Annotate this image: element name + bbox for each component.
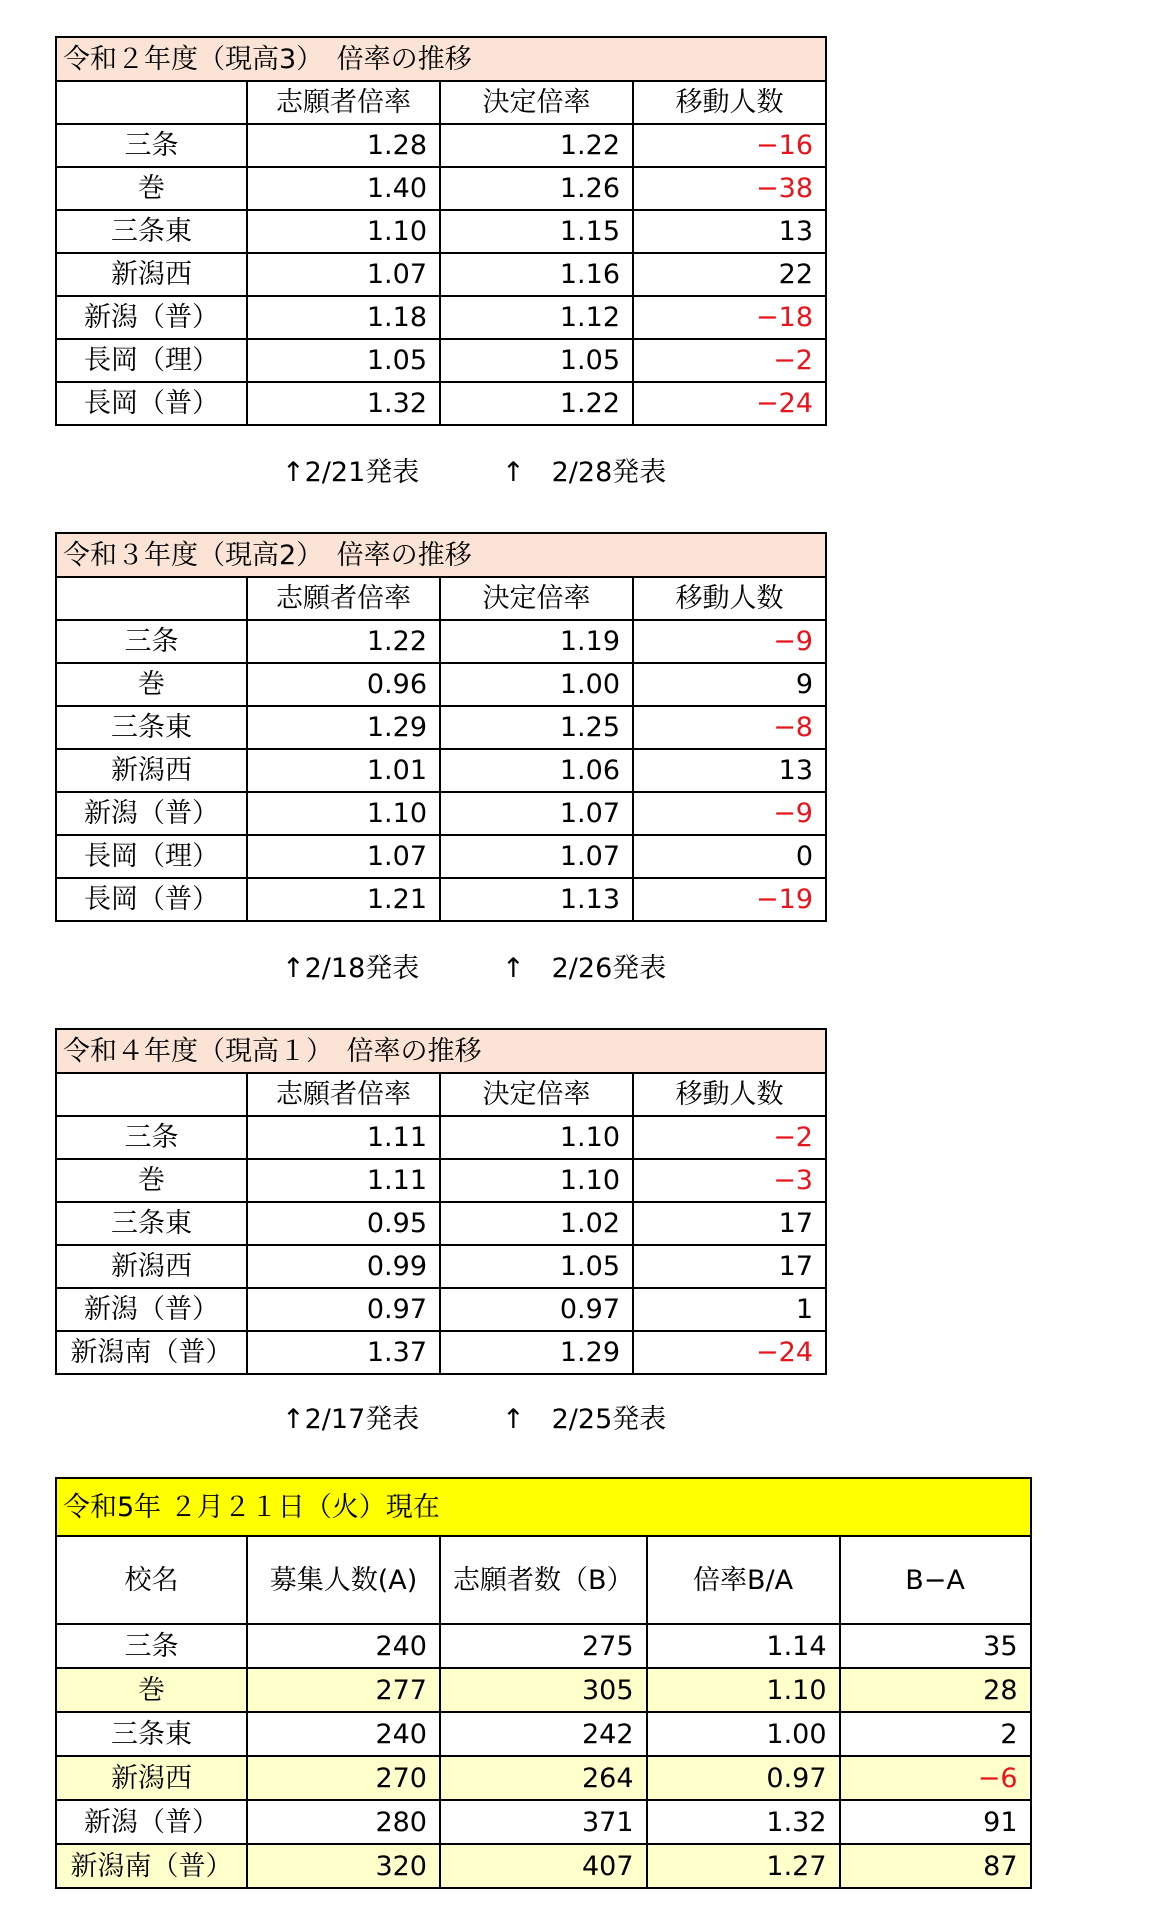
- table-row: [56, 878, 826, 921]
- final-ratio-cell: 1.02: [440, 1202, 633, 1245]
- school-name-cell: 新潟（普）: [56, 1288, 247, 1331]
- table-title: 令和３年度（現高2） 倍率の推移: [56, 533, 826, 577]
- release-note-b: ↑ 2/25発表: [502, 1404, 667, 1435]
- applicant-ratio-cell: 1.22: [247, 620, 440, 663]
- ratio-cell: 1.14: [647, 1624, 840, 1668]
- capacity-cell: 240: [247, 1624, 440, 1668]
- capacity-cell: 270: [247, 1756, 440, 1800]
- moved-cell: −24: [633, 382, 826, 425]
- final-ratio-cell: 1.26: [440, 167, 633, 210]
- diff-cell: 2: [840, 1712, 1031, 1756]
- final-ratio-cell: 1.07: [440, 792, 633, 835]
- ratio-table-r2: [55, 36, 827, 426]
- moved-cell: 13: [633, 210, 826, 253]
- final-ratio-cell: 1.29: [440, 1331, 633, 1374]
- applicants-cell: 264: [440, 1756, 647, 1800]
- capacity-cell: 240: [247, 1712, 440, 1756]
- moved-cell: 9: [633, 663, 826, 706]
- ratio-cell: 1.00: [647, 1712, 840, 1756]
- moved-cell: −8: [633, 706, 826, 749]
- table-row: [56, 1712, 1031, 1756]
- applicant-ratio-cell: 0.96: [247, 663, 440, 706]
- header-cell: 移動人数: [633, 81, 826, 124]
- moved-cell: −18: [633, 296, 826, 339]
- applicant-ratio-cell: 1.40: [247, 167, 440, 210]
- table-row: [56, 1624, 1031, 1668]
- ratio-table-r3: [55, 532, 827, 922]
- moved-cell: 13: [633, 749, 826, 792]
- school-name-cell: 新潟西: [56, 1245, 247, 1288]
- final-ratio-cell: 1.19: [440, 620, 633, 663]
- school-name-cell: 巻: [56, 1159, 247, 1202]
- header-cell: 校名: [56, 1536, 247, 1624]
- applicants-cell: 242: [440, 1712, 647, 1756]
- header-cell: B−A: [840, 1536, 1031, 1624]
- diff-cell: −6: [840, 1756, 1031, 1800]
- applicant-ratio-cell: 1.11: [247, 1116, 440, 1159]
- applicants-cell: 407: [440, 1844, 647, 1888]
- school-name-cell: 長岡（理）: [56, 339, 247, 382]
- school-name-cell: 長岡（普）: [56, 878, 247, 921]
- school-name-cell: 新潟（普）: [56, 792, 247, 835]
- school-name-cell: 巻: [56, 663, 247, 706]
- header-cell: 決定倍率: [440, 577, 633, 620]
- applicant-ratio-cell: 1.32: [247, 382, 440, 425]
- school-name-cell: 新潟西: [56, 1756, 247, 1800]
- current-applicants-table: [55, 1477, 1032, 1889]
- final-ratio-cell: 1.10: [440, 1116, 633, 1159]
- school-name-cell: 三条東: [56, 1712, 247, 1756]
- moved-cell: 0: [633, 835, 826, 878]
- ratio-table-r4: [55, 1028, 827, 1375]
- moved-cell: −16: [633, 124, 826, 167]
- applicant-ratio-cell: 0.95: [247, 1202, 440, 1245]
- final-ratio-cell: 1.06: [440, 749, 633, 792]
- applicant-ratio-cell: 1.29: [247, 706, 440, 749]
- school-name-cell: 三条: [56, 1624, 247, 1668]
- header-cell: 志願者数（B）: [440, 1536, 647, 1624]
- applicant-ratio-cell: 1.10: [247, 210, 440, 253]
- ratio-cell: 0.97: [647, 1756, 840, 1800]
- table-row: [56, 1116, 826, 1159]
- applicant-ratio-cell: 1.37: [247, 1331, 440, 1374]
- applicant-ratio-cell: 1.07: [247, 835, 440, 878]
- diff-cell: 28: [840, 1668, 1031, 1712]
- school-name-cell: 長岡（理）: [56, 835, 247, 878]
- school-name-cell: 新潟西: [56, 253, 247, 296]
- table-row: [56, 792, 826, 835]
- school-name-cell: 三条東: [56, 210, 247, 253]
- applicant-ratio-cell: 1.11: [247, 1159, 440, 1202]
- applicant-ratio-cell: 1.01: [247, 749, 440, 792]
- moved-cell: 17: [633, 1202, 826, 1245]
- table-row: [56, 1159, 826, 1202]
- release-note-a: ↑2/17発表: [282, 1404, 420, 1435]
- table-row: [56, 124, 826, 167]
- final-ratio-cell: 1.16: [440, 253, 633, 296]
- applicants-cell: 275: [440, 1624, 647, 1668]
- moved-cell: −3: [633, 1159, 826, 1202]
- ratio-cell: 1.32: [647, 1800, 840, 1844]
- header-cell: 志願者倍率: [247, 81, 440, 124]
- school-name-cell: 三条: [56, 620, 247, 663]
- final-ratio-cell: 1.25: [440, 706, 633, 749]
- table-row: [56, 1245, 826, 1288]
- header-cell: 移動人数: [633, 1073, 826, 1116]
- applicant-ratio-cell: 0.99: [247, 1245, 440, 1288]
- table-row: [56, 663, 826, 706]
- final-ratio-cell: 1.07: [440, 835, 633, 878]
- header-cell: [56, 1073, 247, 1116]
- table-row: [56, 253, 826, 296]
- applicant-ratio-cell: 1.18: [247, 296, 440, 339]
- table-row: [56, 1844, 1031, 1888]
- applicant-ratio-cell: 0.97: [247, 1288, 440, 1331]
- moved-cell: −9: [633, 792, 826, 835]
- table-row: [56, 1288, 826, 1331]
- final-ratio-cell: 1.00: [440, 663, 633, 706]
- moved-cell: −9: [633, 620, 826, 663]
- school-name-cell: 三条: [56, 124, 247, 167]
- final-ratio-cell: 1.13: [440, 878, 633, 921]
- final-ratio-cell: 1.05: [440, 1245, 633, 1288]
- header-cell: 倍率B/A: [647, 1536, 840, 1624]
- diff-cell: 87: [840, 1844, 1031, 1888]
- release-note-a: ↑2/21発表: [282, 457, 420, 488]
- school-name-cell: 新潟南（普）: [56, 1844, 247, 1888]
- moved-cell: 1: [633, 1288, 826, 1331]
- applicant-ratio-cell: 1.05: [247, 339, 440, 382]
- table-row: [56, 1202, 826, 1245]
- ratio-cell: 1.27: [647, 1844, 840, 1888]
- capacity-cell: 320: [247, 1844, 440, 1888]
- release-note-b: ↑ 2/28発表: [502, 457, 667, 488]
- moved-cell: −19: [633, 878, 826, 921]
- school-name-cell: 新潟（普）: [56, 1800, 247, 1844]
- table-row: [56, 620, 826, 663]
- diff-cell: 35: [840, 1624, 1031, 1668]
- applicant-ratio-cell: 1.28: [247, 124, 440, 167]
- final-ratio-cell: 1.22: [440, 124, 633, 167]
- table-row: [56, 1800, 1031, 1844]
- moved-cell: −24: [633, 1331, 826, 1374]
- final-ratio-cell: 1.22: [440, 382, 633, 425]
- header-cell: 募集人数(A): [247, 1536, 440, 1624]
- header-cell: 決定倍率: [440, 1073, 633, 1116]
- table-row: [56, 706, 826, 749]
- applicant-ratio-cell: 1.21: [247, 878, 440, 921]
- school-name-cell: 新潟西: [56, 749, 247, 792]
- table-row: [56, 749, 826, 792]
- final-ratio-cell: 0.97: [440, 1288, 633, 1331]
- table-row: [56, 835, 826, 878]
- moved-cell: 22: [633, 253, 826, 296]
- table-row: [56, 1668, 1031, 1712]
- table-row: [56, 296, 826, 339]
- header-cell: 移動人数: [633, 577, 826, 620]
- header-cell: 志願者倍率: [247, 577, 440, 620]
- school-name-cell: 巻: [56, 1668, 247, 1712]
- diff-cell: 91: [840, 1800, 1031, 1844]
- table-row: [56, 382, 826, 425]
- moved-cell: 17: [633, 1245, 826, 1288]
- applicant-ratio-cell: 1.07: [247, 253, 440, 296]
- applicants-cell: 305: [440, 1668, 647, 1712]
- table-title: 令和２年度（現高3） 倍率の推移: [56, 37, 826, 81]
- applicant-ratio-cell: 1.10: [247, 792, 440, 835]
- capacity-cell: 277: [247, 1668, 440, 1712]
- final-ratio-cell: 1.12: [440, 296, 633, 339]
- header-cell: [56, 81, 247, 124]
- final-ratio-cell: 1.15: [440, 210, 633, 253]
- school-name-cell: 巻: [56, 167, 247, 210]
- school-name-cell: 三条東: [56, 706, 247, 749]
- table-title: 令和４年度（現高１） 倍率の推移: [56, 1029, 826, 1073]
- moved-cell: −2: [633, 339, 826, 382]
- header-cell: 志願者倍率: [247, 1073, 440, 1116]
- header-cell: 決定倍率: [440, 81, 633, 124]
- table-row: [56, 1756, 1031, 1800]
- release-note-b: ↑ 2/26発表: [502, 953, 667, 984]
- final-ratio-cell: 1.10: [440, 1159, 633, 1202]
- school-name-cell: 新潟（普）: [56, 296, 247, 339]
- school-name-cell: 新潟南（普）: [56, 1331, 247, 1374]
- table-row: [56, 1331, 826, 1374]
- capacity-cell: 280: [247, 1800, 440, 1844]
- table-title: 令和5年 ２月２１日（火）現在: [56, 1478, 1031, 1536]
- school-name-cell: 三条: [56, 1116, 247, 1159]
- moved-cell: −38: [633, 167, 826, 210]
- applicants-cell: 371: [440, 1800, 647, 1844]
- school-name-cell: 長岡（普）: [56, 382, 247, 425]
- table-row: [56, 210, 826, 253]
- final-ratio-cell: 1.05: [440, 339, 633, 382]
- release-note-a: ↑2/18発表: [282, 953, 420, 984]
- moved-cell: −2: [633, 1116, 826, 1159]
- header-cell: [56, 577, 247, 620]
- school-name-cell: 三条東: [56, 1202, 247, 1245]
- ratio-cell: 1.10: [647, 1668, 840, 1712]
- table-row: [56, 167, 826, 210]
- table-row: [56, 339, 826, 382]
